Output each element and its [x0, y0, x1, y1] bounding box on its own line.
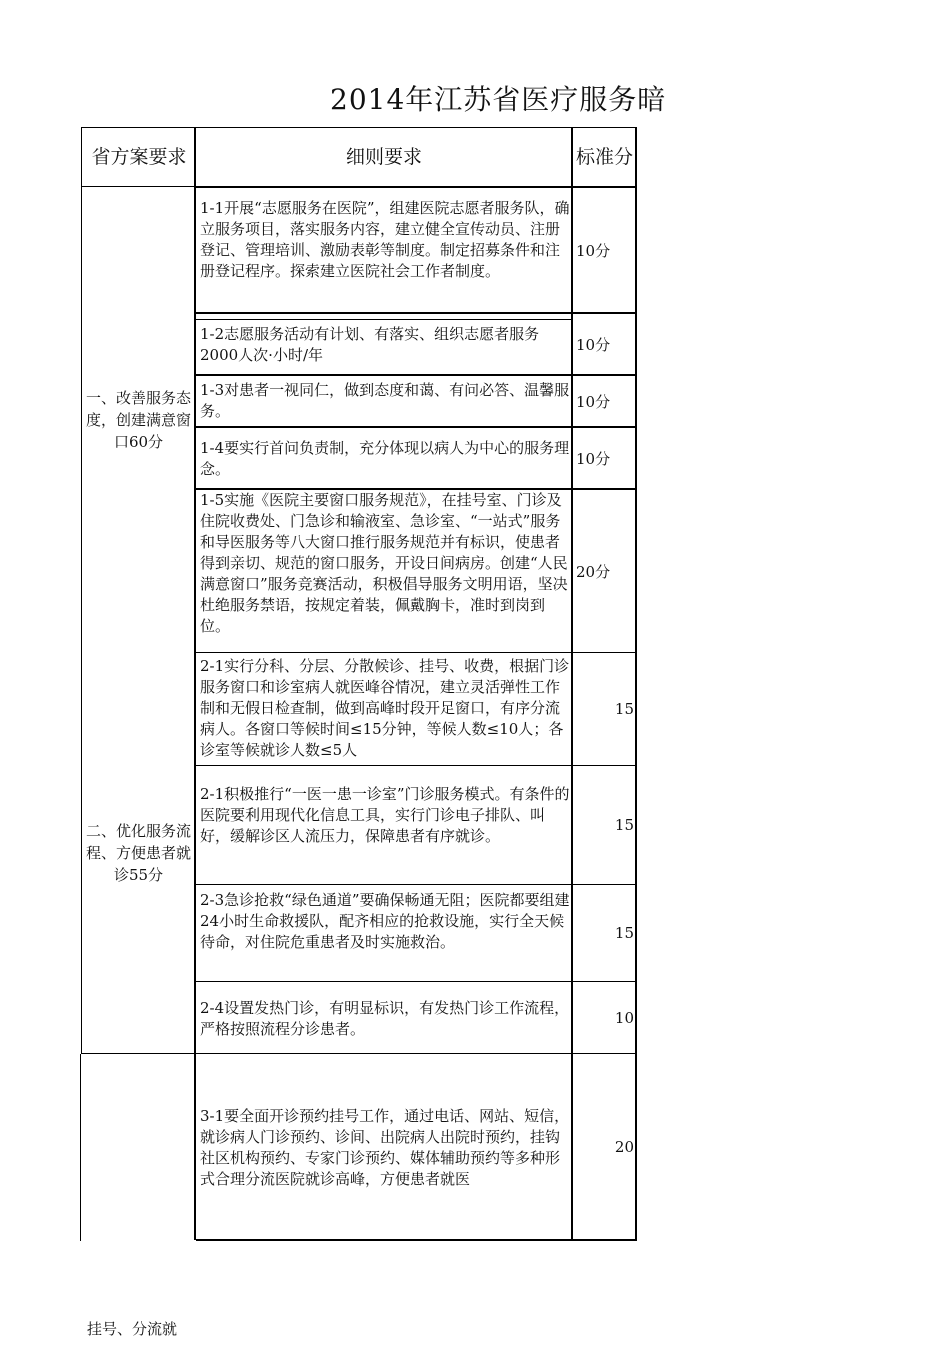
grid-line: [635, 127, 637, 1241]
score-row-1-3: 10分: [576, 392, 611, 411]
footer-text: 挂号、分流就: [87, 1320, 178, 1338]
detail-row-3-1: 3-1要全面开诊预约挂号工作，通过电话、网站、短信，就诊病人门诊预约、诊间、出院病人出院时预约，挂钩社区机构预约、专家门诊预约、媒体辅助预约等多种形式合理分流医院就诊高峰，方便患者就医: [200, 1107, 570, 1188]
detail-row-2-1a: 2-1实行分科、分层、分散候诊、挂号、收费，根据门诊服务窗口和诊室病人就医峰谷情况，建立灵活弹性工作制和无假日检查制，做到高峰时段开足窗口，有序分流病人。各窗口等候时间≤15分钟，等候人数≤10人；各诊室等候就诊人数≤5人: [200, 657, 570, 759]
score-row-1-4: 10分: [576, 449, 611, 468]
grid-line: [196, 426, 637, 428]
page-title: 2014年江苏省医疗服务暗: [330, 83, 667, 116]
grid-line: [196, 884, 637, 885]
score-row-1-2: 10分: [576, 335, 611, 354]
grid-line: [81, 127, 637, 128]
score-row-3-1: 20: [614, 1138, 634, 1156]
detail-row-1-3: 1-3对患者一视同仁，做到态度和蔼、有问必答、温馨服务。: [200, 381, 570, 420]
section-label-3: [82, 1054, 195, 1240]
grid-line: [196, 187, 637, 188]
grid-line: [196, 488, 637, 490]
section-label-2: 二、优化服务流程、方便患者就诊55分: [85, 822, 191, 884]
header-col-score: 标准分: [575, 146, 633, 168]
detail-row-1-2: 1-2志愿服务活动有计划、有落实、组织志愿者服务2000人次·小时/年: [200, 325, 540, 364]
score-row-2-3: 15: [614, 924, 634, 942]
grid-line: [196, 312, 637, 314]
grid-line: [196, 374, 637, 376]
score-row-1-5: 20分: [576, 562, 611, 581]
score-row-2-1a: 15: [614, 700, 634, 718]
detail-row-1-1: 1-1开展“志愿服务在医院”，组建医院志愿者服务队，确立服务项目，落实服务内容，建立健全宣传动员、注册登记、管理培训、激励表彰等制度。制定招募条件和注册登记程序。探索建立医院社会工作者制度。: [200, 199, 570, 280]
grid-line: [196, 1239, 637, 1241]
detail-row-2-1b: 2-1积极推行“一医一患一诊室”门诊服务模式。有条件的医院要利用现代化信息工具，实行门诊电子排队、叫好，缓解诊区人流压力，保障患者有序就诊。: [200, 785, 570, 845]
score-row-1-1: 10分: [576, 241, 611, 260]
score-row-2-1b: 15: [614, 816, 634, 834]
grid-line: [196, 319, 573, 320]
grid-line: [81, 127, 82, 1054]
grid-line: [81, 1053, 637, 1054]
header-col-requirement: 省方案要求: [91, 146, 187, 168]
detail-row-1-5: 1-5实施《医院主要窗口服务规范》，在挂号室、门诊及住院收费处、门急诊和输液室、急诊室、“一站式”服务和导医服务等八大窗口推行服务规范并有标识，使患者得到亲切、规范的窗口服务，开设日间病房。创建“人民满意窗口”服务竞赛活动，积极倡导服务文明用语，坚决杜绝服务禁语，按规定着装，佩戴胸卡，准时到岗到位。: [200, 491, 568, 635]
score-row-2-4: 10: [614, 1009, 634, 1027]
grid-line: [196, 981, 637, 982]
detail-row-1-4: 1-4要实行首问负责制，充分体现以病人为中心的服务理念。: [200, 439, 570, 478]
grid-line: [196, 652, 637, 653]
section-label-1: 一、改善服务态度，创建满意窗口60分: [85, 389, 191, 451]
detail-row-2-3: 2-3急诊抢救“绿色通道”要确保畅通无阻；医院都要组建24小时生命救援队，配齐相应的抢救设施，实行全天候待命，对住院危重患者及时实施救治。: [200, 891, 570, 951]
grid-line: [80, 1054, 81, 1241]
header-col-detail: 细则要求: [345, 146, 422, 168]
detail-row-2-4: 2-4设置发热门诊，有明显标识，有发热门诊工作流程，严格按照流程分诊患者。: [200, 999, 570, 1038]
